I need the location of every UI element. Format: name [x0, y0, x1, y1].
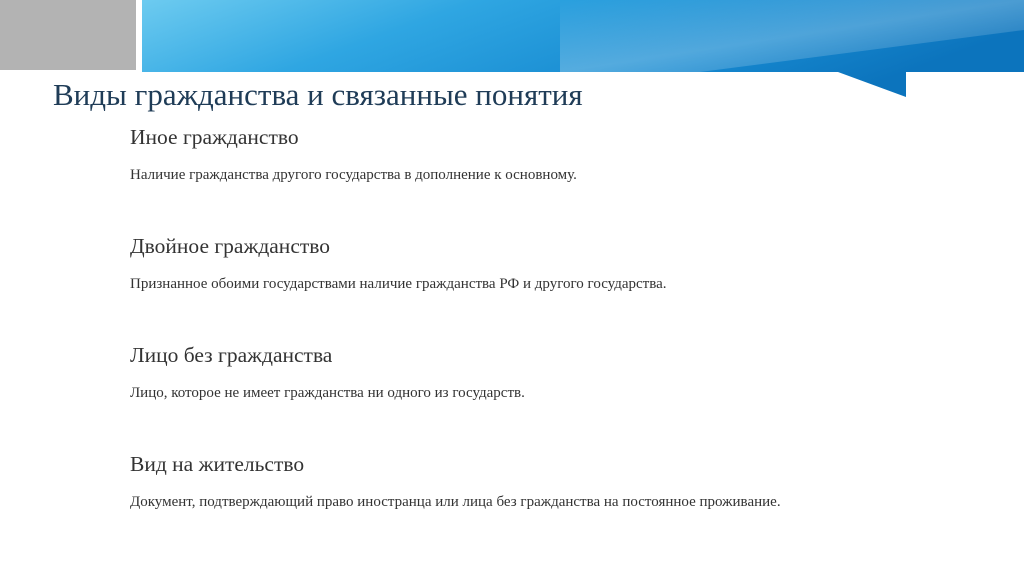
definition-heading: Вид на жительство	[130, 452, 305, 476]
gray-corner-block	[0, 0, 136, 70]
definition-heading: Лицо без гражданства	[130, 343, 333, 367]
slide-title: Виды гражданства и связанные понятия	[53, 77, 583, 112]
definition-item	[130, 451, 990, 560]
definition-heading: Иное гражданство	[130, 125, 299, 149]
definitions-list	[130, 124, 990, 560]
definition-text: Признанное обоими государствами наличие гражданства РФ и другого государства.	[130, 276, 667, 292]
definition-text: Документ, подтверждающий право иностранца или лица без гражданства на постоянное проживание.	[130, 494, 781, 510]
definition-heading: Двойное гражданство	[130, 234, 331, 258]
definition-text: Лицо, которое не имеет гражданства ни одного из государств.	[130, 385, 525, 401]
definition-item	[130, 124, 990, 233]
definition-item	[130, 342, 990, 451]
definition-item	[130, 233, 990, 342]
definition-text: Наличие гражданства другого государства в дополнение к основному.	[130, 167, 577, 183]
